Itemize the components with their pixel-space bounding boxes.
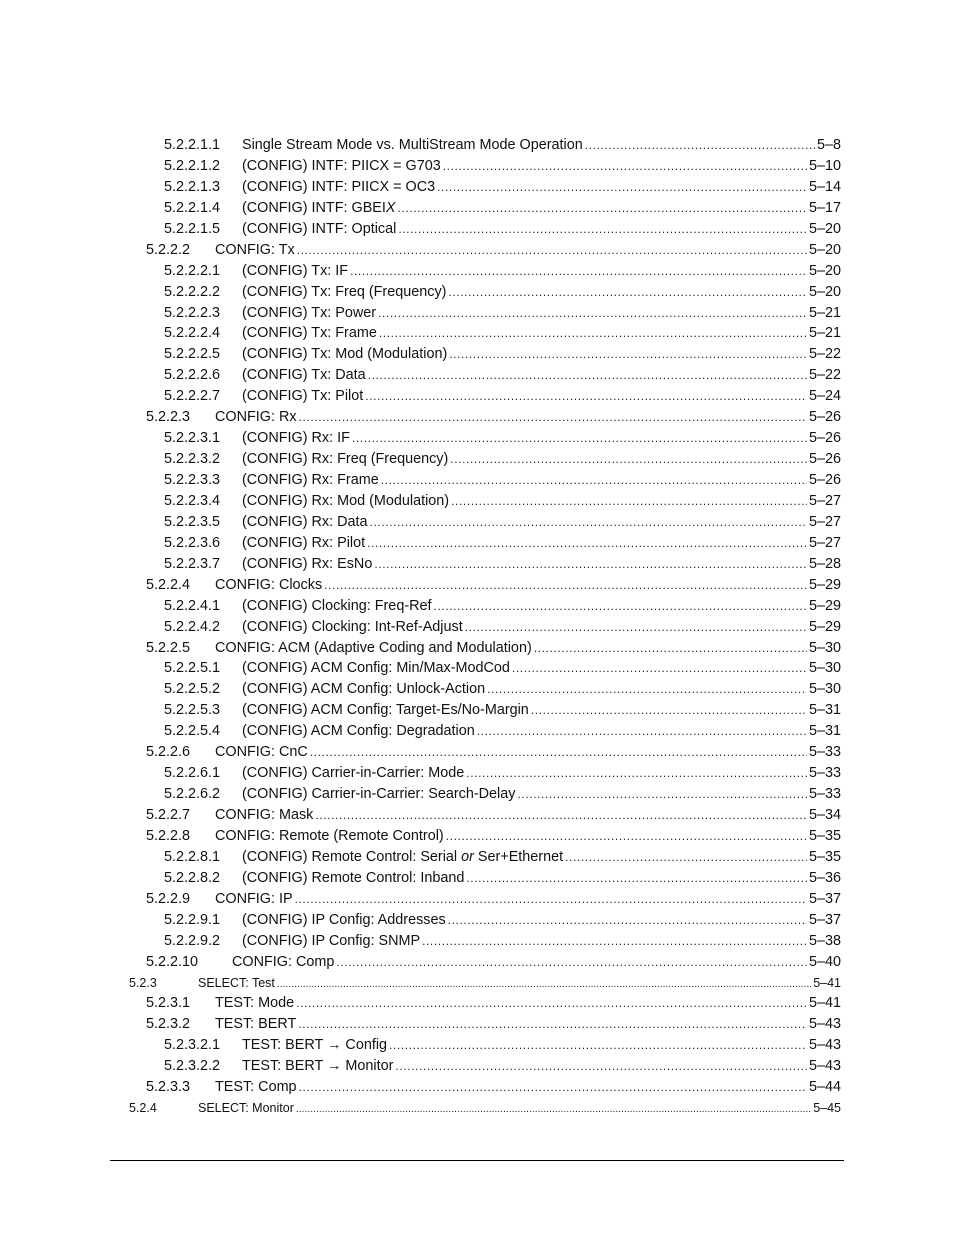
dot-leader <box>296 993 807 1013</box>
toc-entry[interactable] <box>0 261 954 282</box>
toc-entry-title: CONFIG: ACM (Adaptive Coding and Modulation) <box>215 639 532 656</box>
toc-entry-title: CONFIG: Tx <box>215 241 295 258</box>
toc-entry-title: CONFIG: Comp <box>232 953 335 970</box>
toc-entry-title: TEST: Comp <box>215 1079 297 1096</box>
toc-entry-page: 5–27 <box>808 534 841 551</box>
toc-entry-number: 5.2.2.3.4 <box>164 492 221 509</box>
dot-leader <box>374 554 807 574</box>
toc-entry[interactable] <box>0 973 954 994</box>
dot-leader <box>466 868 807 888</box>
toc-entry-title: (CONFIG) IP Config: SNMP <box>242 932 421 949</box>
toc-entry-title: (CONFIG) INTF: PIICX = G703 <box>242 157 441 174</box>
toc-entry-title: (CONFIG) Rx: Frame <box>242 472 379 488</box>
dot-leader <box>585 135 815 155</box>
toc-entry-title: (CONFIG) INTF: GBEIX <box>242 199 396 216</box>
toc-entry[interactable] <box>0 658 954 679</box>
toc-entry-page: 5–17 <box>808 199 841 216</box>
toc-entry[interactable] <box>0 1014 954 1035</box>
toc-entry-number: 5.2.2.3.1 <box>164 430 221 447</box>
toc-entry-number: 5.2.2.2.2 <box>164 283 221 300</box>
toc-entry[interactable] <box>0 993 954 1014</box>
toc-entry[interactable] <box>0 763 954 784</box>
toc-entry[interactable] <box>0 219 954 240</box>
toc-entry-page: 5–29 <box>808 618 841 635</box>
toc-entry[interactable] <box>0 491 954 512</box>
toc-entry[interactable] <box>0 1035 954 1056</box>
toc-entry-page: 5–33 <box>808 765 841 782</box>
toc-entry-number: 5.2.2.2.6 <box>164 367 221 384</box>
toc-entry-number: 5.2.2.2.3 <box>164 304 221 321</box>
toc-entry-number: 5.2.2.5.1 <box>164 660 221 677</box>
toc-entry-page: 5–24 <box>808 388 841 405</box>
dot-leader <box>395 1056 807 1076</box>
toc-entry-title: (CONFIG) Carrier-in-Carrier: Search-Delay <box>242 786 516 803</box>
toc-entry-page: 5–41 <box>813 975 841 990</box>
toc-entry-title: CONFIG: Clocks <box>215 576 323 593</box>
toc-entry-number: 5.2.2.3.2 <box>164 451 221 468</box>
toc-entry[interactable] <box>0 177 954 198</box>
toc-entry-title: TEST: Mode <box>215 995 295 1012</box>
toc-entry-number: 5.2.2.5 <box>146 639 191 656</box>
toc-entry-page: 5–43 <box>808 1058 841 1075</box>
toc-entry-number: 5.2.2.1.3 <box>164 178 221 195</box>
toc-entry-title: (CONFIG) Clocking: Int-Ref-Adjust <box>242 618 463 635</box>
dot-leader <box>487 679 807 699</box>
toc-entry-number: 5.2.2.8 <box>146 827 191 844</box>
dot-leader <box>448 282 807 302</box>
toc-entry-page: 5–44 <box>808 1079 841 1096</box>
dot-leader <box>297 240 807 260</box>
toc-entry-number: 5.2.2.2 <box>146 241 191 258</box>
toc-entry-page: 5–21 <box>808 325 841 342</box>
toc-entry-number: 5.2.2.5.3 <box>164 702 221 719</box>
toc-entry-title: (CONFIG) ACM Config: Degradation <box>242 723 475 740</box>
dot-leader <box>466 763 807 783</box>
toc-entry-number: 5.2.2.1.5 <box>164 220 221 237</box>
toc-entry-page: 5–45 <box>813 1101 841 1116</box>
toc-entry-page: 5–38 <box>808 932 841 949</box>
toc-entry[interactable] <box>0 533 954 554</box>
dot-leader <box>534 638 807 658</box>
toc-entry-page: 5–28 <box>808 555 841 572</box>
toc-entry-number: 5.2.2.2.4 <box>164 325 221 342</box>
footer-rule <box>110 1160 844 1161</box>
toc-entry-page: 5–26 <box>808 409 841 426</box>
dot-leader <box>324 575 807 595</box>
toc-entry[interactable] <box>0 721 954 742</box>
dot-leader <box>277 975 811 995</box>
toc-entry-title: (CONFIG) Rx: EsNo <box>242 555 373 572</box>
toc-entry-page: 5–14 <box>808 178 841 195</box>
toc-entry-title: CONFIG: CnC <box>215 744 308 761</box>
toc-entry-page: 5–30 <box>808 681 841 698</box>
toc-entry-page: 5–30 <box>808 639 841 656</box>
toc-entry-title: TEST: BERT → Config <box>242 1037 388 1054</box>
toc-entry-number: 5.2.3.2 <box>146 1016 191 1033</box>
dot-leader <box>296 1100 811 1120</box>
toc-entry-number: 5.2.2.8.2 <box>164 869 221 886</box>
toc-entry-title: (CONFIG) Tx: Freq (Frequency) <box>242 283 447 300</box>
toc-entry-page: 5–20 <box>808 220 841 237</box>
toc-entry-number: 5.2.2.5.4 <box>164 723 221 740</box>
dot-leader <box>370 512 807 532</box>
toc-entry-title: SELECT: Test <box>198 975 275 990</box>
toc-entry-page: 5–43 <box>808 1016 841 1033</box>
dot-leader <box>448 910 807 930</box>
toc-entry-page: 5–35 <box>808 827 841 844</box>
dot-leader <box>443 156 807 176</box>
dot-leader <box>336 952 807 972</box>
toc-entry-page: 5–35 <box>808 848 841 865</box>
toc-entry-number: 5.2.2.1.1 <box>164 137 221 153</box>
dot-leader <box>437 177 807 197</box>
toc-entry[interactable] <box>0 784 954 805</box>
table-of-contents <box>0 135 954 1119</box>
dot-leader <box>465 617 807 637</box>
toc-entry-page: 5–43 <box>808 1037 841 1054</box>
toc-entry-title: (CONFIG) Rx: IF <box>242 430 350 447</box>
toc-entry-title: (CONFIG) Tx: Data <box>242 367 366 384</box>
toc-entry-title: TEST: BERT → Monitor <box>242 1058 394 1075</box>
toc-entry-title: (CONFIG) Tx: IF <box>242 262 349 279</box>
toc-entry-number: 5.2.2.3.7 <box>164 555 221 572</box>
toc-entry-number: 5.2.2.2.1 <box>164 262 221 279</box>
toc-entry[interactable] <box>0 952 954 973</box>
toc-entry[interactable] <box>0 826 954 847</box>
dot-leader <box>368 365 807 385</box>
toc-entry[interactable] <box>0 700 954 721</box>
toc-entry[interactable] <box>0 512 954 533</box>
dot-leader <box>531 700 807 720</box>
toc-entry-page: 5–26 <box>808 472 841 488</box>
toc-entry-title: CONFIG: Rx <box>215 409 297 426</box>
toc-entry[interactable] <box>0 1098 954 1119</box>
toc-entry-number: 5.2.2.10 <box>146 953 199 970</box>
toc-entry[interactable] <box>0 240 954 261</box>
toc-entry-title: (CONFIG) INTF: Optical <box>242 220 397 237</box>
toc-entry-number: 5.2.2.6 <box>146 744 191 761</box>
dot-leader <box>422 931 807 951</box>
toc-entry[interactable] <box>0 198 954 219</box>
toc-entry-page: 5–22 <box>808 346 841 363</box>
toc-entry-page: 5–30 <box>808 660 841 677</box>
toc-entry[interactable] <box>0 554 954 575</box>
toc-entry-page: 5–8 <box>816 137 841 153</box>
toc-entry-number: 5.2.2.3 <box>146 409 191 426</box>
toc-entry-number: 5.2.2.2.5 <box>164 346 221 363</box>
toc-entry-number: 5.2.3.3 <box>146 1079 191 1096</box>
toc-entry[interactable] <box>0 135 954 156</box>
dot-leader <box>398 198 807 218</box>
dot-leader <box>350 261 807 281</box>
toc-entry[interactable] <box>0 365 954 386</box>
toc-entry-page: 5–10 <box>808 157 841 174</box>
dot-leader <box>389 1035 807 1055</box>
toc-entry-page: 5–29 <box>808 576 841 593</box>
toc-entry-page: 5–20 <box>808 241 841 258</box>
toc-entry[interactable] <box>0 847 954 868</box>
toc-entry-title: (CONFIG) IP Config: Addresses <box>242 911 446 928</box>
toc-entry-title: (CONFIG) Tx: Mod (Modulation) <box>242 346 448 363</box>
toc-entry[interactable] <box>0 449 954 470</box>
toc-entry-number: 5.2.2.3.6 <box>164 534 221 551</box>
dot-leader <box>365 386 807 406</box>
dot-leader <box>451 491 807 511</box>
toc-entry-number: 5.2.3 <box>129 975 157 990</box>
toc-entry-page: 5–20 <box>808 262 841 279</box>
toc-entry[interactable] <box>0 156 954 177</box>
dot-leader <box>295 889 807 909</box>
toc-entry-number: 5.2.2.3.3 <box>164 472 221 488</box>
toc-entry[interactable] <box>0 386 954 407</box>
toc-entry-number: 5.2.2.9.1 <box>164 911 221 928</box>
toc-entry-number: 5.2.2.1.2 <box>164 157 221 174</box>
toc-entry-number: 5.2.2.5.2 <box>164 681 221 698</box>
toc-entry-title: (CONFIG) Rx: Mod (Modulation) <box>242 492 450 509</box>
toc-entry-title: CONFIG: IP <box>215 890 293 907</box>
toc-entry-title: (CONFIG) Tx: Frame <box>242 325 377 342</box>
toc-entry-page: 5–33 <box>808 744 841 761</box>
toc-entry-number: 5.2.2.6.1 <box>164 765 221 782</box>
dot-leader <box>446 826 807 846</box>
toc-entry-number: 5.2.2.2.7 <box>164 388 221 405</box>
toc-entry[interactable] <box>0 344 954 365</box>
toc-entry-title: (CONFIG) Clocking: Freq-Ref <box>242 597 432 614</box>
dot-leader <box>379 323 807 343</box>
toc-entry-page: 5–31 <box>808 723 841 740</box>
dot-leader <box>299 1077 807 1097</box>
toc-entry[interactable] <box>0 407 954 428</box>
toc-entry-title: (CONFIG) Tx: Power <box>242 304 377 321</box>
dot-leader <box>352 428 807 448</box>
dot-leader <box>298 1014 807 1034</box>
dot-leader <box>477 721 807 741</box>
toc-entry-page: 5–37 <box>808 911 841 928</box>
toc-entry-page: 5–31 <box>808 702 841 719</box>
toc-entry[interactable] <box>0 889 954 910</box>
toc-entry-title: (CONFIG) ACM Config: Target-Es/No-Margin <box>242 702 529 719</box>
toc-entry-number: 5.2.2.9 <box>146 890 191 907</box>
toc-entry-number: 5.2.2.4.2 <box>164 618 221 635</box>
toc-entry-page: 5–33 <box>808 786 841 803</box>
toc-entry-number: 5.2.3.2.1 <box>164 1037 221 1054</box>
toc-entry[interactable] <box>0 428 954 449</box>
toc-entry-title: CONFIG: Remote (Remote Control) <box>215 827 444 844</box>
toc-entry[interactable] <box>0 323 954 344</box>
toc-entry-page: 5–26 <box>808 430 841 447</box>
dot-leader <box>315 805 807 825</box>
toc-entry[interactable] <box>0 1056 954 1077</box>
dot-leader <box>434 596 807 616</box>
toc-entry-page: 5–36 <box>808 869 841 886</box>
toc-entry[interactable] <box>0 282 954 303</box>
toc-entry[interactable] <box>0 931 954 952</box>
toc-entry[interactable] <box>0 303 954 324</box>
toc-entry[interactable] <box>0 868 954 889</box>
dot-leader <box>310 742 807 762</box>
toc-entry[interactable] <box>0 910 954 931</box>
toc-entry-number: 5.2.2.3.5 <box>164 513 221 530</box>
toc-entry[interactable] <box>0 638 954 659</box>
dot-leader <box>450 449 807 469</box>
toc-entry-number: 5.2.2.1.4 <box>164 199 221 216</box>
toc-entry-title: (CONFIG) ACM Config: Min/Max-ModCod <box>242 660 510 677</box>
toc-entry-title: CONFIG: Mask <box>215 807 314 823</box>
toc-entry-page: 5–22 <box>808 367 841 384</box>
toc-entry-page: 5–20 <box>808 283 841 300</box>
toc-entry-title: (CONFIG) Tx: Pilot <box>242 388 364 405</box>
dot-leader <box>299 407 807 427</box>
dot-leader <box>398 219 807 239</box>
dot-leader <box>565 847 807 867</box>
toc-entry-page: 5–37 <box>808 890 841 907</box>
dot-leader <box>517 784 807 804</box>
toc-entry-number: 5.2.3.1 <box>146 995 191 1012</box>
toc-entry-title: (CONFIG) Rx: Freq (Frequency) <box>242 451 449 468</box>
toc-entry-title: SELECT: Monitor <box>198 1101 294 1116</box>
toc-entry[interactable] <box>0 679 954 700</box>
dot-leader <box>381 470 807 490</box>
toc-entry-number: 5.2.2.4.1 <box>164 597 221 614</box>
toc-entry-page: 5–27 <box>808 513 841 530</box>
toc-entry-page: 5–41 <box>808 995 841 1012</box>
toc-entry-title: Single Stream Mode vs. MultiStream Mode Operation <box>242 137 583 153</box>
toc-entry-number: 5.2.2.9.2 <box>164 932 221 949</box>
toc-entry-page: 5–29 <box>808 597 841 614</box>
toc-entry-page: 5–26 <box>808 451 841 468</box>
toc-entry-title: (CONFIG) Carrier-in-Carrier: Mode <box>242 765 465 782</box>
toc-entry[interactable] <box>0 1077 954 1098</box>
toc-entry[interactable] <box>0 742 954 763</box>
toc-entry-title-emphasis: or <box>461 848 474 865</box>
toc-entry[interactable] <box>0 575 954 596</box>
toc-entry-number: 5.2.2.6.2 <box>164 786 221 803</box>
dot-leader <box>449 344 807 364</box>
toc-entry-page: 5–34 <box>808 807 841 823</box>
toc-entry-number: 5.2.2.4 <box>146 576 191 593</box>
toc-entry-number: 5.2.3.2.2 <box>164 1058 221 1075</box>
toc-entry-title: (CONFIG) Remote Control: Serial or Ser+Ethernet <box>242 848 564 865</box>
toc-entry[interactable] <box>0 470 954 491</box>
toc-entry-page: 5–27 <box>808 492 841 509</box>
toc-entry-title: (CONFIG) Rx: Pilot <box>242 534 366 551</box>
toc-entry[interactable] <box>0 617 954 638</box>
toc-entry-title-emphasis: X <box>385 199 396 216</box>
toc-entry-number: 5.2.4 <box>129 1101 157 1116</box>
toc-entry-title: (CONFIG) Rx: Data <box>242 513 368 530</box>
dot-leader <box>378 303 807 323</box>
toc-entry-page: 5–40 <box>808 953 841 970</box>
toc-entry-title: (CONFIG) INTF: PIICX = OC3 <box>242 178 436 195</box>
toc-entry-number: 5.2.2.8.1 <box>164 848 221 865</box>
toc-entry-number: 5.2.2.7 <box>146 807 191 823</box>
toc-entry-title: (CONFIG) Remote Control: Inband <box>242 869 465 886</box>
toc-entry-title: (CONFIG) ACM Config: Unlock-Action <box>242 681 486 698</box>
toc-entry-title: TEST: BERT <box>215 1016 297 1033</box>
toc-entry-page: 5–21 <box>808 304 841 321</box>
toc-entry[interactable] <box>0 805 954 826</box>
dot-leader <box>367 533 807 553</box>
dot-leader <box>512 658 807 678</box>
toc-entry[interactable] <box>0 596 954 617</box>
